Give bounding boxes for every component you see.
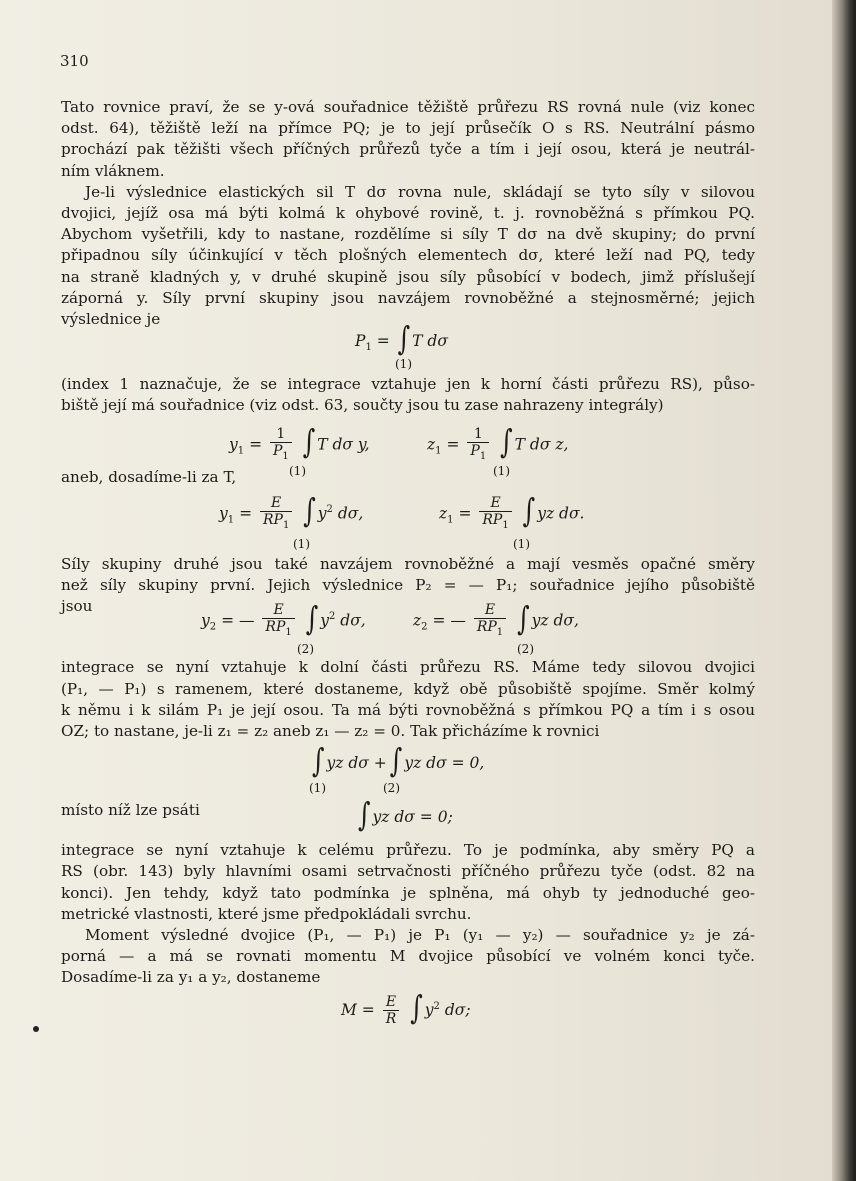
eq3-label-y: (1) (293, 536, 310, 551)
eq4-y: $y_2$ = — $\frac{E}{RP_1}$ ∫ $y^2$ dσ, (201, 599, 366, 639)
eq1-label: (1) (395, 357, 412, 372)
equation-1 (61, 320, 755, 372)
eq3-label-z: (1) (513, 536, 530, 551)
text-line: OZ; to nastane, je-li z₁ = z₂ aneb z₁ — z₂ = 0. Tak přicházíme k rovnici (61, 722, 600, 741)
text-line: na straně kladných y, v druhé skupině jsou síly působící v bodech, jimž příslušejí (61, 267, 755, 286)
eq6-formula: ∫ yz dσ = 0; (358, 796, 453, 834)
paragraph-2 (61, 182, 755, 330)
text-line: výslednice je (61, 310, 161, 329)
text-line: porná — a má se rovnati momentu M dvojice působící ve volném konci tyče. (61, 947, 755, 966)
text-line: jsou (61, 597, 93, 616)
paragraph-1 (61, 97, 755, 182)
text-line: Moment výsledné dvojice (P₁, — P₁) je P₁ (y₁ — y₂) — souřadnice y₂ je zá- (85, 926, 755, 945)
text-line: integrace se nyní vztahuje k celému průřezu. To je podmínka, aby směry PQ a (61, 841, 755, 860)
equation-3 (61, 492, 755, 550)
equation-5 (61, 742, 755, 796)
text-line: Tato rovnice praví, že se y-ová souřadnice těžiště průřezu RS rovná nule (viz konec (61, 98, 755, 116)
equation-7 (61, 988, 755, 1039)
margin-dot (33, 1026, 39, 1032)
equation-6 (61, 796, 755, 836)
eq2-y: $y_1$ = $\frac{1}{P_1}$ ∫ T dσ y, (229, 422, 370, 462)
eq5-label-1: (1) (309, 781, 326, 796)
text-line: k němu i k silám P₁ je její osou. Ta má býti rovnoběžná s přímkou PQ a tím i s osou (61, 700, 755, 719)
text-line: Dosadíme-li za y₁ a y₂, dostaneme (61, 968, 321, 987)
eq4-z: $z_2$ = — $\frac{E}{RP_1}$ ∫ yz dσ, (413, 599, 579, 639)
page-body (61, 97, 755, 1043)
text-line: (P₁, — P₁) s ramenem, které dostaneme, když obě působiště spojíme. Směr kolmý (61, 679, 755, 698)
paragraph-7 (61, 925, 755, 989)
eq3-y: $y_1$ = $\frac{E}{RP_1}$ ∫ $y^2$ dσ, (219, 492, 364, 531)
text-line: prochází pak těžišti všech příčných průřezů tyče a tím i její osou, která je neutrál- (61, 140, 755, 159)
text-line: Abychom vyšetřili, kdy to nastane, rozdělíme si síly T dσ na dvě skupiny; do první (61, 225, 755, 244)
text-line: ním vláknem. (61, 161, 165, 180)
text-line: integrace se nyní vztahuje k dolní části průřezu RS. Máme tedy silovou dvojici (61, 658, 755, 677)
eq3-z: $z_1$ = $\frac{E}{RP_1}$ ∫ yz dσ. (439, 492, 585, 531)
text-line: Síly skupiny druhé jsou také navzájem rovnoběžné a mají vesměs opačné směry (61, 554, 755, 573)
book-spine (832, 0, 856, 1181)
eq5-formula: ∫ yz dσ + ∫ yz dσ = 0, (312, 742, 485, 780)
equation-4 (61, 599, 755, 657)
text-line: konci). Jen tehdy, když tato podmínka je splněna, má ohyb ty jednoduché geo- (61, 883, 755, 902)
paragraph-6 (61, 840, 755, 925)
text-line: biště její má souřadnice (viz odst. 63, součty jsou tu zase nahrazeny integrály) (61, 396, 664, 415)
text-line: (index 1 naznačuje, že se integrace vztahuje jen k horní části průřezu RS), půso- (61, 375, 755, 394)
text-line: aneb, dosadíme-li za T, (61, 467, 237, 486)
text-line: odst. 64), těžiště leží na přímce PQ; je to její průsečík O s RS. Neutrální pásmo (61, 119, 755, 138)
text-line: dvojici, jejíž osa má býti kolmá k ohybové rovině, t. j. rovnoběžná s přímkou PQ. (61, 204, 755, 223)
eq2-z: $z_1$ = $\frac{1}{P_1}$ ∫ T dσ z, (427, 422, 569, 462)
equation-2 (61, 421, 755, 477)
text-line: než síly skupiny první. Jejich výslednice P₂ = — P₁; souřadnice jejího působiště (61, 576, 755, 595)
text-line: metrické vlastnosti, které jsme předpokládali svrchu. (61, 904, 472, 923)
eq7-formula: M = $\frac{E}{R}$ ∫ $y^2$ dσ; (341, 988, 471, 1027)
text-line: RS (obr. 143) byly hlavními osami setrvačnosti příčného průřezu tyče (odst. 82 na (61, 862, 755, 881)
text-line: záporná y. Síly první skupiny jsou navzájem rovnoběžné a stejnosměrné; jejich (61, 288, 755, 307)
paragraph-3 (61, 374, 755, 416)
eq4-label-z: (2) (517, 642, 534, 657)
page-number: 310 (60, 52, 89, 70)
eq1-formula: $P_1$ = ∫ T dσ (355, 320, 448, 358)
text-line: připadnou síly účinkující v těch plošných elementech dσ, které leží nad PQ, tedy (61, 246, 755, 265)
paragraph-5 (61, 657, 755, 742)
misto-text: místo níž lze psáti (61, 801, 200, 820)
eq2-label-z: (1) (493, 463, 510, 478)
text-line: Je-li výslednice elastických sil T dσ rovna nule, skládají se tyto síly v silovou (85, 182, 755, 201)
eq4-label-y: (2) (297, 642, 314, 657)
eq2-label-y: (1) (289, 463, 306, 478)
eq5-label-2: (2) (383, 781, 400, 796)
